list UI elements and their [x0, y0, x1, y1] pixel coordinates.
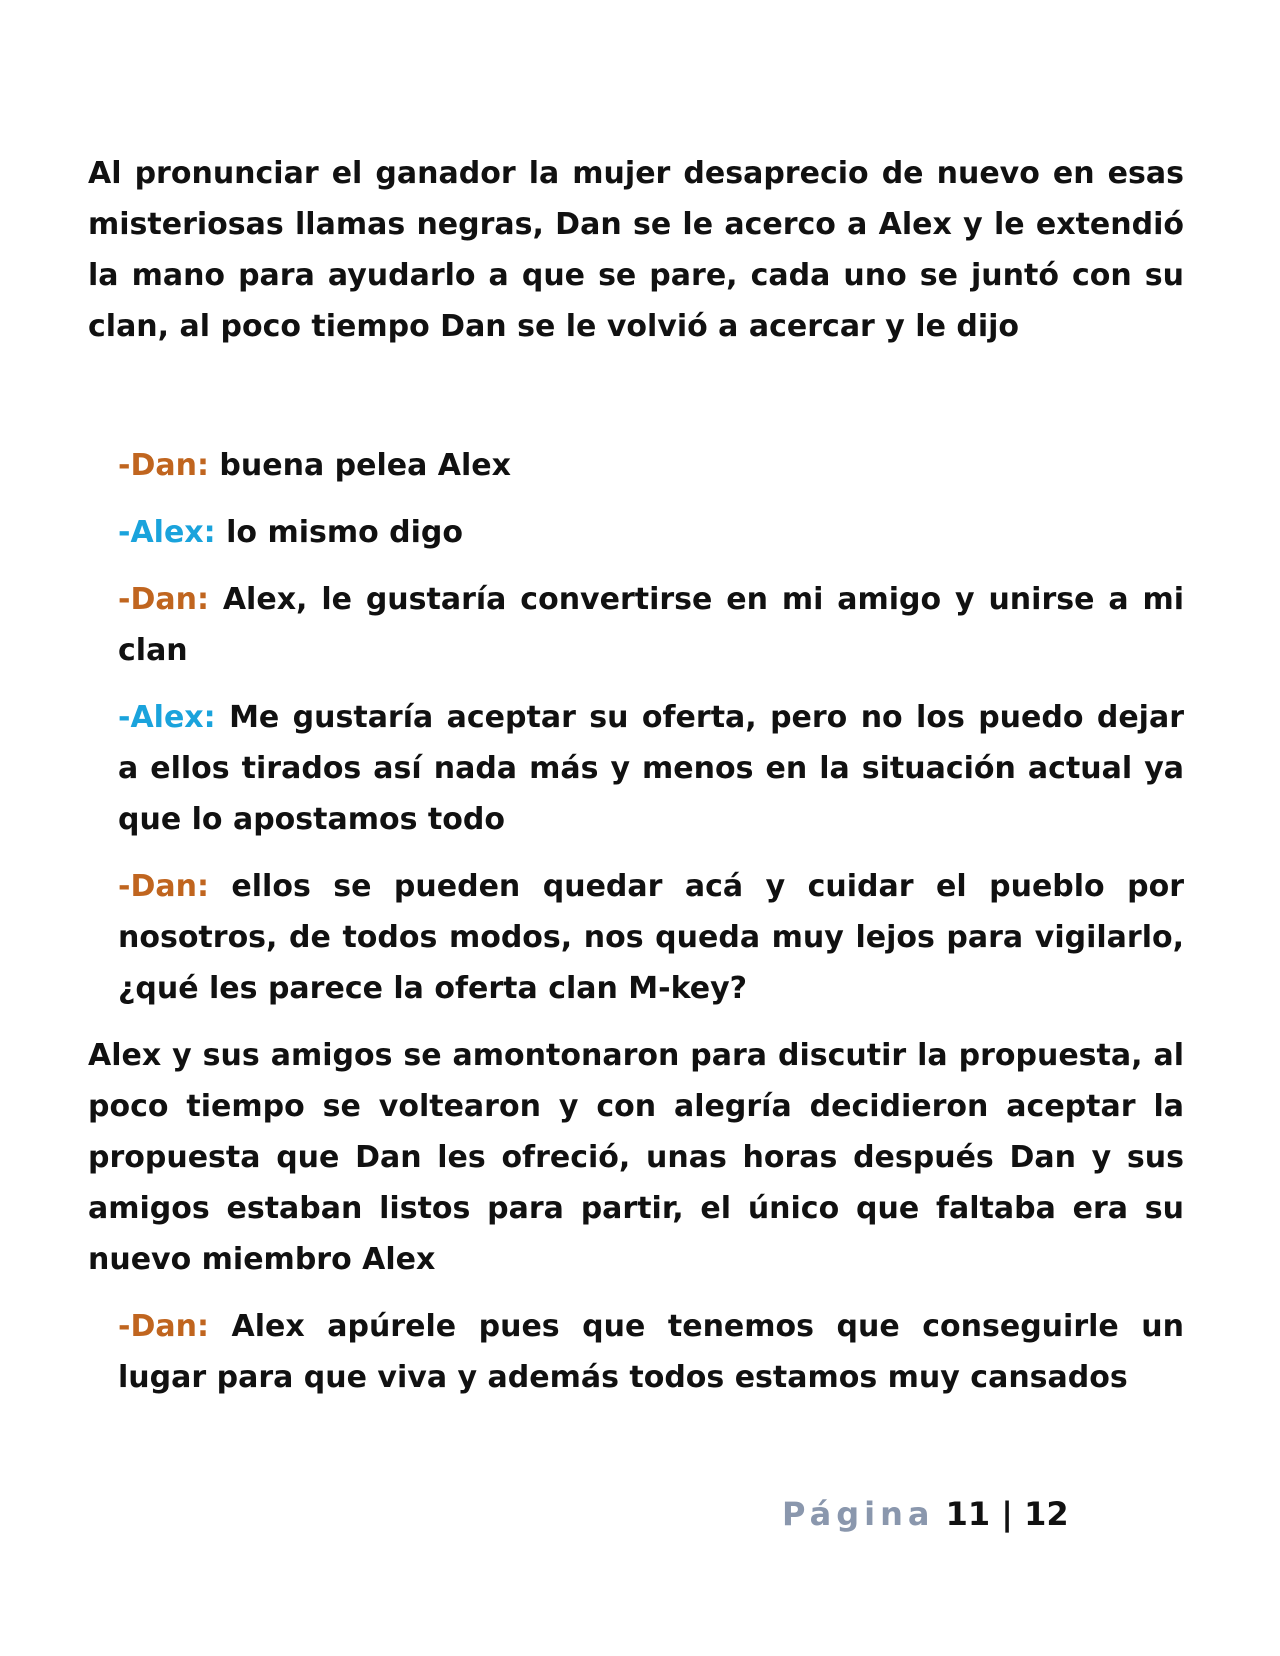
dialogue-line: [118, 440, 1184, 491]
dialogue-line: [118, 574, 1184, 676]
dialogue-line: [118, 507, 1184, 558]
dialogue-text: lo mismo digo: [226, 515, 464, 550]
dialogue-text: Me gustaría aceptar su oferta, pero no los puedo dejar a ellos tirados así nada más y menos en la situación actual ya que lo apostamos todo: [118, 700, 1185, 837]
page-separator: |: [1001, 1495, 1013, 1533]
narration-paragraph: Al pronunciar el ganador la mujer desaprecio de nuevo en esas misteriosas llamas negras, Dan se le acerco a Alex y le extendió la mano para ayudarlo a que se pare, cada uno se juntó con su clan, al poco tiempo Dan se le volvió a acercar y le dijo: [88, 156, 1184, 344]
dialogue-text: buena pelea Alex: [219, 448, 511, 483]
speaker-alex: -Alex:: [118, 700, 216, 735]
dialogue-text: Alex, le gustaría convertirse en mi amigo y unirse a mi clan: [118, 582, 1184, 668]
page-footer: [782, 1494, 1069, 1534]
dialogue-line: [118, 692, 1184, 845]
page-number: 11: [945, 1495, 991, 1533]
narration-paragraph: Alex y sus amigos se amontonaron para discutir la propuesta, al poco tiempo se voltearon y con alegría decidieron aceptar la propuesta que Dan les ofreció, unas horas después Dan y sus amigos estaban listos para partir, el único que faltaba era su nuevo miembro Alex: [88, 1038, 1184, 1277]
page-label: Página: [782, 1495, 935, 1533]
page-total: 12: [1024, 1495, 1069, 1533]
dialogue-text: Alex apúrele pues que tenemos que conseguirle un lugar para que viva y además todos estamos muy cansados: [118, 1309, 1184, 1395]
dialogue-text: ellos se pueden quedar acá y cuidar el pueblo por nosotros, de todos modos, nos queda muy lejos para vigilarlo, ¿qué les parece la oferta clan M-key?: [118, 869, 1185, 1006]
dialogue-line: [118, 861, 1184, 1014]
speaker-dan: -Dan:: [118, 582, 209, 617]
document-page: [88, 148, 1184, 1403]
speaker-dan: -Dan:: [118, 448, 209, 483]
speaker-dan: -Dan:: [118, 1309, 209, 1344]
speaker-alex: -Alex:: [118, 515, 216, 550]
dialogue-line: [118, 1301, 1184, 1403]
speaker-dan: -Dan:: [118, 869, 209, 904]
